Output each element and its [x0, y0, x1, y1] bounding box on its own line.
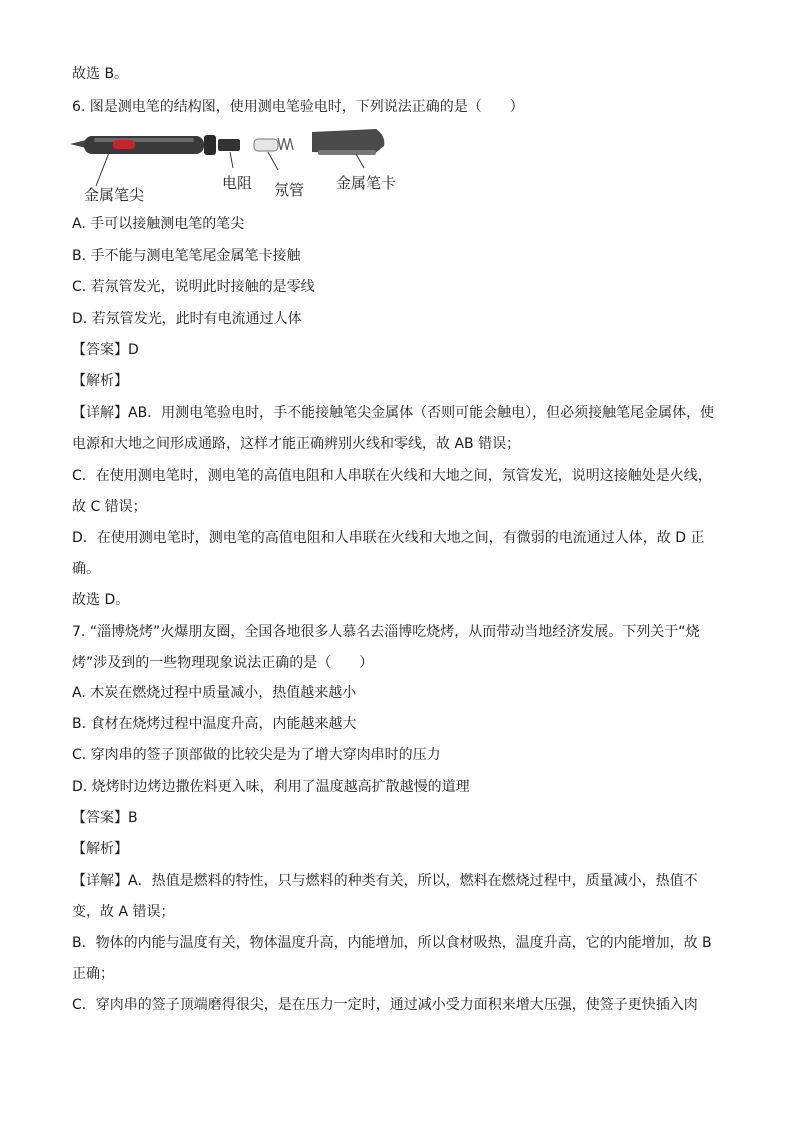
neon-tube-shape — [254, 139, 278, 151]
line-18: B. 食材在烧烤过程中温度升高，内能越来越大 — [72, 716, 357, 732]
line-13: 确。 — [72, 561, 100, 577]
label-metal-tip: 金属笔尖 — [84, 186, 145, 204]
line-11: 故 C 错误； — [72, 499, 147, 515]
label-metal-clip: 金属笔卡 — [336, 174, 397, 192]
line-4: C. 若氖管发光，说明此时接触的是零线 — [72, 279, 315, 295]
pen-metal-tip — [70, 140, 86, 148]
line-6: 【答案】D — [72, 342, 139, 358]
line-16: 烤”涉及到的一些物理现象说法正确的是（ ） — [72, 655, 374, 671]
label-resistor: 电阻 — [222, 174, 253, 192]
line-27: C．穿肉串的签子顶端磨得很尖，是在压力一定时，通过减小受力面积来增大压强，使签子更快插入肉 — [72, 997, 698, 1013]
line-10: C．在使用测电笔时，测电笔的高值电阻和人串联在火线和大地之间，氖管发光，说明这接触处是火线， — [72, 468, 712, 484]
label-neon-tube: 氖管 — [274, 181, 305, 199]
line-21: 【答案】B — [72, 810, 138, 826]
line-7: 【解析】 — [72, 373, 128, 389]
line-8: 【详解】AB．用测电笔验电时，手不能接触笔尖金属体（否则可能会触电），但必须接触笔尾金属体，使 — [72, 405, 715, 421]
line-17: A. 木炭在燃烧过程中质量减小，热值越来越小 — [72, 685, 357, 701]
line-20: D. 烧烤时边烤边撒佐料更入味，利用了温度越高扩散越慢的道理 — [72, 779, 470, 795]
line-15: 7. “淄博烧烤”火爆朋友圈，全国各地很多人慕名去淄博吃烧烤，从而带动当地经济发展。下列关于“烧 — [72, 624, 700, 640]
line-24: 变，故 A 错误； — [72, 904, 175, 920]
line-19: C. 穿肉串的签子顶部做的比较尖是为了增大穿肉串时的压力 — [72, 747, 441, 763]
line-25: B．物体的内能与温度有关，物体温度升高，内能增加，所以食材吸热，温度升高，它的内能增加，故 B — [72, 935, 712, 951]
test-pen-diagram — [68, 124, 428, 202]
line-0: 故选 B。 — [72, 66, 129, 82]
line-12: D．在使用测电笔时，测电笔的高值电阻和人串联在火线和大地之间，有微弱的电流通过人体，故 D 正 — [72, 530, 705, 546]
line-23: 【详解】A．热值是燃料的特性，只与燃料的种类有关，所以，燃料在燃烧过程中，质量减小，热值不 — [72, 873, 698, 889]
line-9: 电源和大地之间形成通路，这样才能正确辨别火线和零线，故 AB 错误； — [72, 436, 521, 452]
line-2: A. 手可以接触测电笔的笔尖 — [72, 216, 245, 232]
metal-clip-shape — [318, 150, 376, 155]
line-3: B. 手不能与测电笔笔尾金属笔卡接触 — [72, 248, 301, 264]
line-22: 【解析】 — [72, 841, 128, 857]
spring-shape — [278, 138, 293, 150]
line-26: 正确； — [72, 966, 114, 982]
line-1: 6. 图是测电笔的结构图，使用测电笔验电时，下列说法正确的是（ ） — [72, 99, 524, 115]
line-14: 故选 D。 — [72, 592, 130, 608]
pen-window — [113, 140, 135, 149]
line-5: D. 若氖管发光，此时有电流通过人体 — [72, 311, 302, 327]
resistor-shape — [218, 139, 240, 151]
